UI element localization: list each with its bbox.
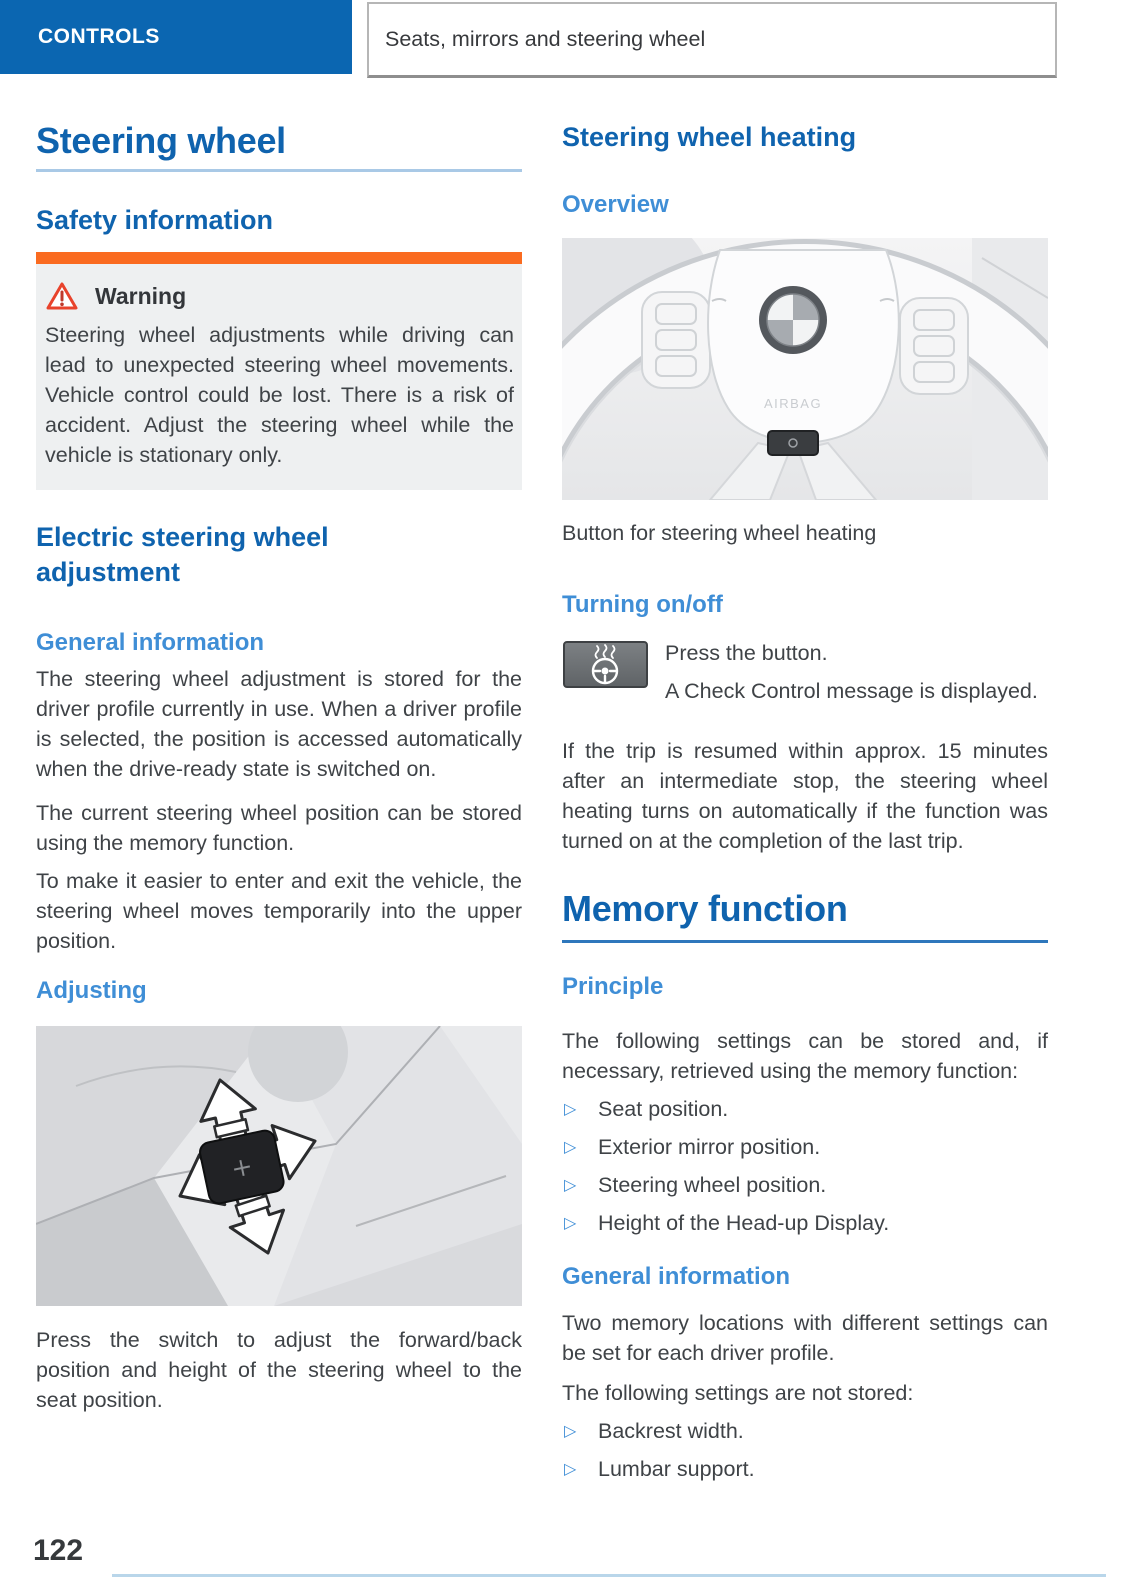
adjusting-switch-figure — [36, 1026, 522, 1306]
turning-on-off-heading: Turning on/off — [562, 591, 723, 618]
list-item — [562, 1208, 1048, 1238]
overview-heading: Overview — [562, 191, 669, 218]
list-bullet-icon: ▷ — [564, 1139, 577, 1156]
heating-step-1: Press the button. — [665, 641, 828, 665]
list-item — [562, 1170, 1048, 1200]
warning-text: Steering wheel adjustments while driving can lead to unexpected steering wheel movements. Vehicle control could be lost. There is a risk of accident. Adjust the steering wheel while the vehicle is stationary only. — [45, 323, 514, 467]
wheel-heating-button — [768, 431, 818, 455]
list-item-label: Exterior mirror position. — [598, 1135, 821, 1159]
general-information-heading-right: General information — [562, 1263, 791, 1290]
adjusting-figure-caption: Press the switch to adjust the forward/back position and height of the steering wheel to the seat position. — [36, 1328, 522, 1412]
list-item-label: Backrest width. — [598, 1419, 744, 1443]
airbag-label: AIRBAG — [763, 396, 823, 411]
memory-function-title: Memory function — [562, 888, 848, 929]
memory-title-rule — [562, 940, 1048, 943]
list-item-label: Height of the Head-up Display. — [598, 1211, 890, 1235]
list-item — [562, 1132, 1048, 1162]
not-stored-list — [562, 1416, 1048, 1492]
electric-adjustment-heading: Electric steering wheel adjustment — [36, 522, 329, 587]
list-bullet-icon: ▷ — [564, 1423, 577, 1440]
principle-intro: The following settings can be stored and, if necessary, retrieved using the memory function: — [562, 1029, 1048, 1083]
safety-information-heading: Safety information — [36, 205, 274, 235]
warning-accent-bar — [36, 252, 522, 264]
list-bullet-icon: ▷ — [564, 1101, 577, 1118]
list-item — [562, 1094, 1048, 1124]
list-item-label: Steering wheel position. — [598, 1173, 827, 1197]
principle-list — [562, 1094, 1048, 1246]
list-item — [562, 1454, 1048, 1484]
electric-paragraph-1: The steering wheel adjustment is stored for the driver profile currently in use. When a driver profile is selected, the position is accessed automatically when the drive-ready state is switched on. — [36, 667, 522, 781]
page-number: 122 — [33, 1534, 84, 1567]
warning-triangle-icon — [45, 281, 79, 311]
principle-heading: Principle — [562, 973, 664, 1000]
chapter-tab — [0, 0, 352, 74]
general-information-heading-left: General information — [36, 629, 265, 656]
list-bullet-icon: ▷ — [564, 1177, 577, 1194]
list-bullet-icon: ▷ — [564, 1215, 577, 1232]
steering-wheel-heating-icon — [563, 641, 648, 688]
adjusting-heading: Adjusting — [36, 977, 147, 1004]
list-item-label: Lumbar support. — [598, 1457, 755, 1481]
steering-column-switch-illustration — [36, 1026, 522, 1306]
memory-paragraph-1: Two memory locations with different settings can be set for each driver profile. — [562, 1311, 1048, 1365]
heating-step-2: A Check Control message is displayed. — [665, 679, 1038, 703]
section-title-box — [367, 2, 1057, 78]
steering-wheel-illustration — [562, 238, 1048, 500]
heating-paragraph: If the trip is resumed within approx. 15 minutes after an intermediate stop, the steering wheel heating turns on automatically if the function was turned on at the completion of the last trip. — [562, 739, 1048, 853]
heating-figure-caption: Button for steering wheel heating — [562, 521, 877, 545]
list-item — [562, 1416, 1048, 1446]
list-item-label: Seat position. — [598, 1097, 729, 1121]
electric-paragraph-3: To make it easier to enter and exit the vehicle, the steering wheel moves temporarily into the upper position. — [36, 869, 522, 953]
warning-box — [36, 252, 522, 490]
warning-body — [36, 264, 522, 490]
memory-paragraph-2: The following settings are not stored: — [562, 1381, 914, 1405]
list-bullet-icon: ▷ — [564, 1461, 577, 1478]
footer-rule — [112, 1574, 1106, 1577]
steering-wheel-figure — [562, 238, 1048, 500]
section-title: Seats, mirrors and steering wheel — [385, 27, 706, 51]
chapter-label: CONTROLS — [38, 25, 160, 48]
heating-heading: Steering wheel heating — [562, 122, 857, 152]
electric-paragraph-2: The current steering wheel position can be stored using the memory function. — [36, 801, 522, 855]
warning-title: Warning — [95, 282, 187, 309]
page-title: Steering wheel — [36, 120, 286, 161]
title-rule — [36, 169, 522, 172]
